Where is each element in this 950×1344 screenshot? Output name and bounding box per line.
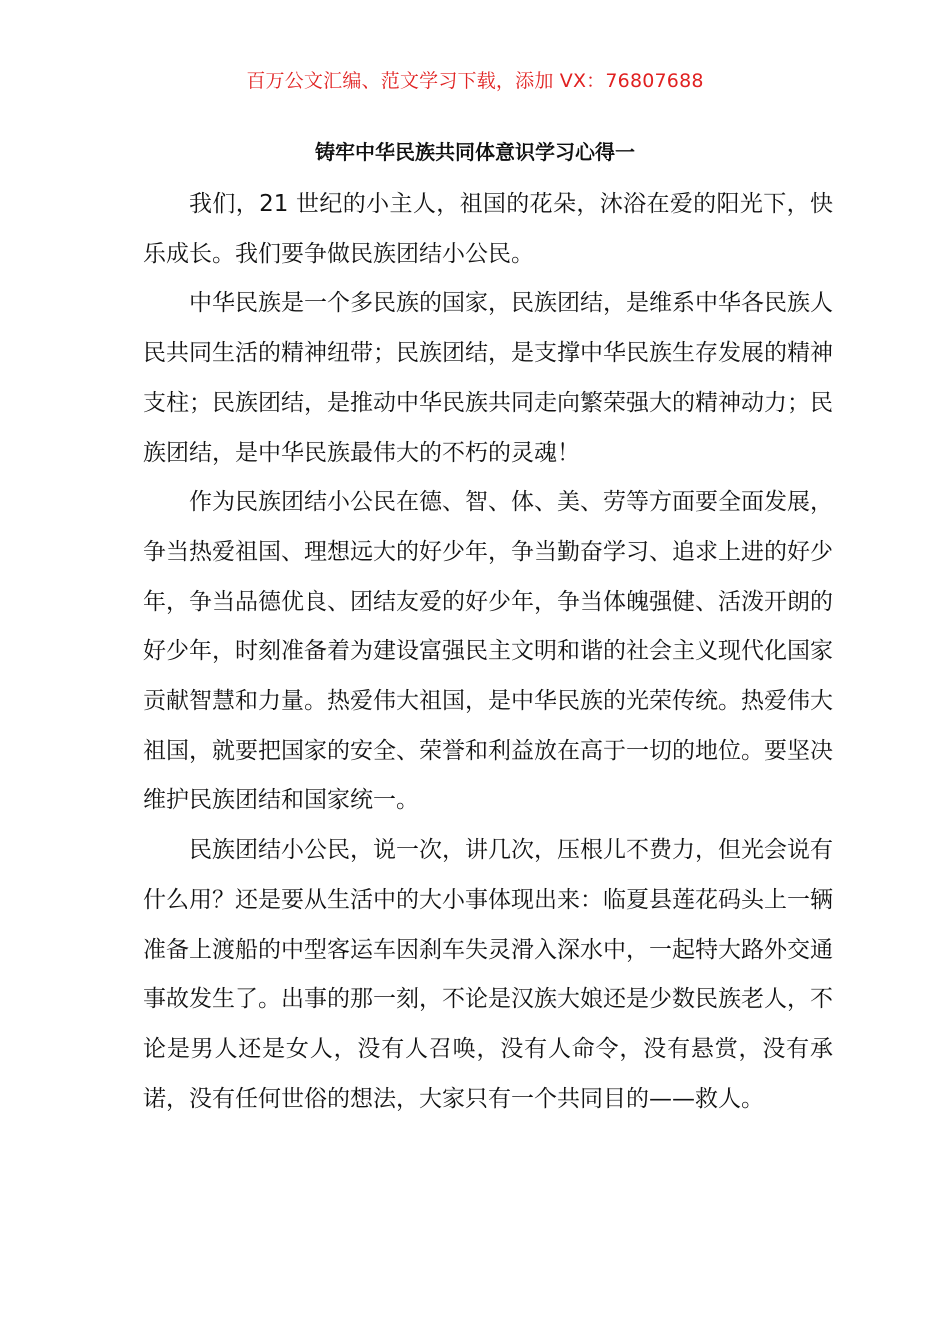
paragraph-1: 我们，21 世纪的小主人，祖国的花朵，沐浴在爱的阳光下，快乐成长。我们要争做民族团结小公民。 — [143, 191, 833, 267]
document-title: 铸牢中华民族共同体意识学习心得一 — [315, 140, 635, 164]
paragraph-4: 民族团结小公民，说一次，讲几次，压根儿不费力，但光会说有什么用？还是要从生活中的大小事体现出来：临夏县莲花码头上一辆准备上渡船的中型客运车因刹车失灵滑入深水中，一起特大路外交通事故发生了。出事的那一刻，不论是汉族大娘还是少数民族老人，不论是男人还是女人，没有人召唤，没有人命令，没有悬赏，没有承诺，没有任何世俗的想法，大家只有一个共同目的——救人。 — [143, 837, 833, 1112]
paragraph-3: 作为民族团结小公民在德、智、体、美、劳等方面要全面发展，争当热爱祖国、理想远大的好少年，争当勤奋学习、追求上进的好少年，争当品德优良、团结友爱的好少年，争当体魄强健、活泼开朗的好少年，时刻准备着为建设富强民主文明和谐的社会主义现代化国家贡献智慧和力量。热爱伟大祖国，是中华民族的光荣传统。热爱伟大祖国，就要把国家的安全、荣誉和利益放在高于一切的地位。要坚决维护民族团结和国家统一。 — [143, 489, 833, 814]
document-body — [143, 180, 833, 1124]
paragraph-2: 中华民族是一个多民族的国家，民族团结，是维系中华各民族人民共同生活的精神纽带；民族团结，是支撑中华民族生存发展的精神支柱；民族团结，是推动中华民族共同走向繁荣强大的精神动力；民族团结，是中华民族最伟大的不朽的灵魂！ — [143, 290, 833, 466]
header-download-note: 百万公文汇编、范文学习下载，添加 VX：76807688 — [246, 70, 704, 92]
